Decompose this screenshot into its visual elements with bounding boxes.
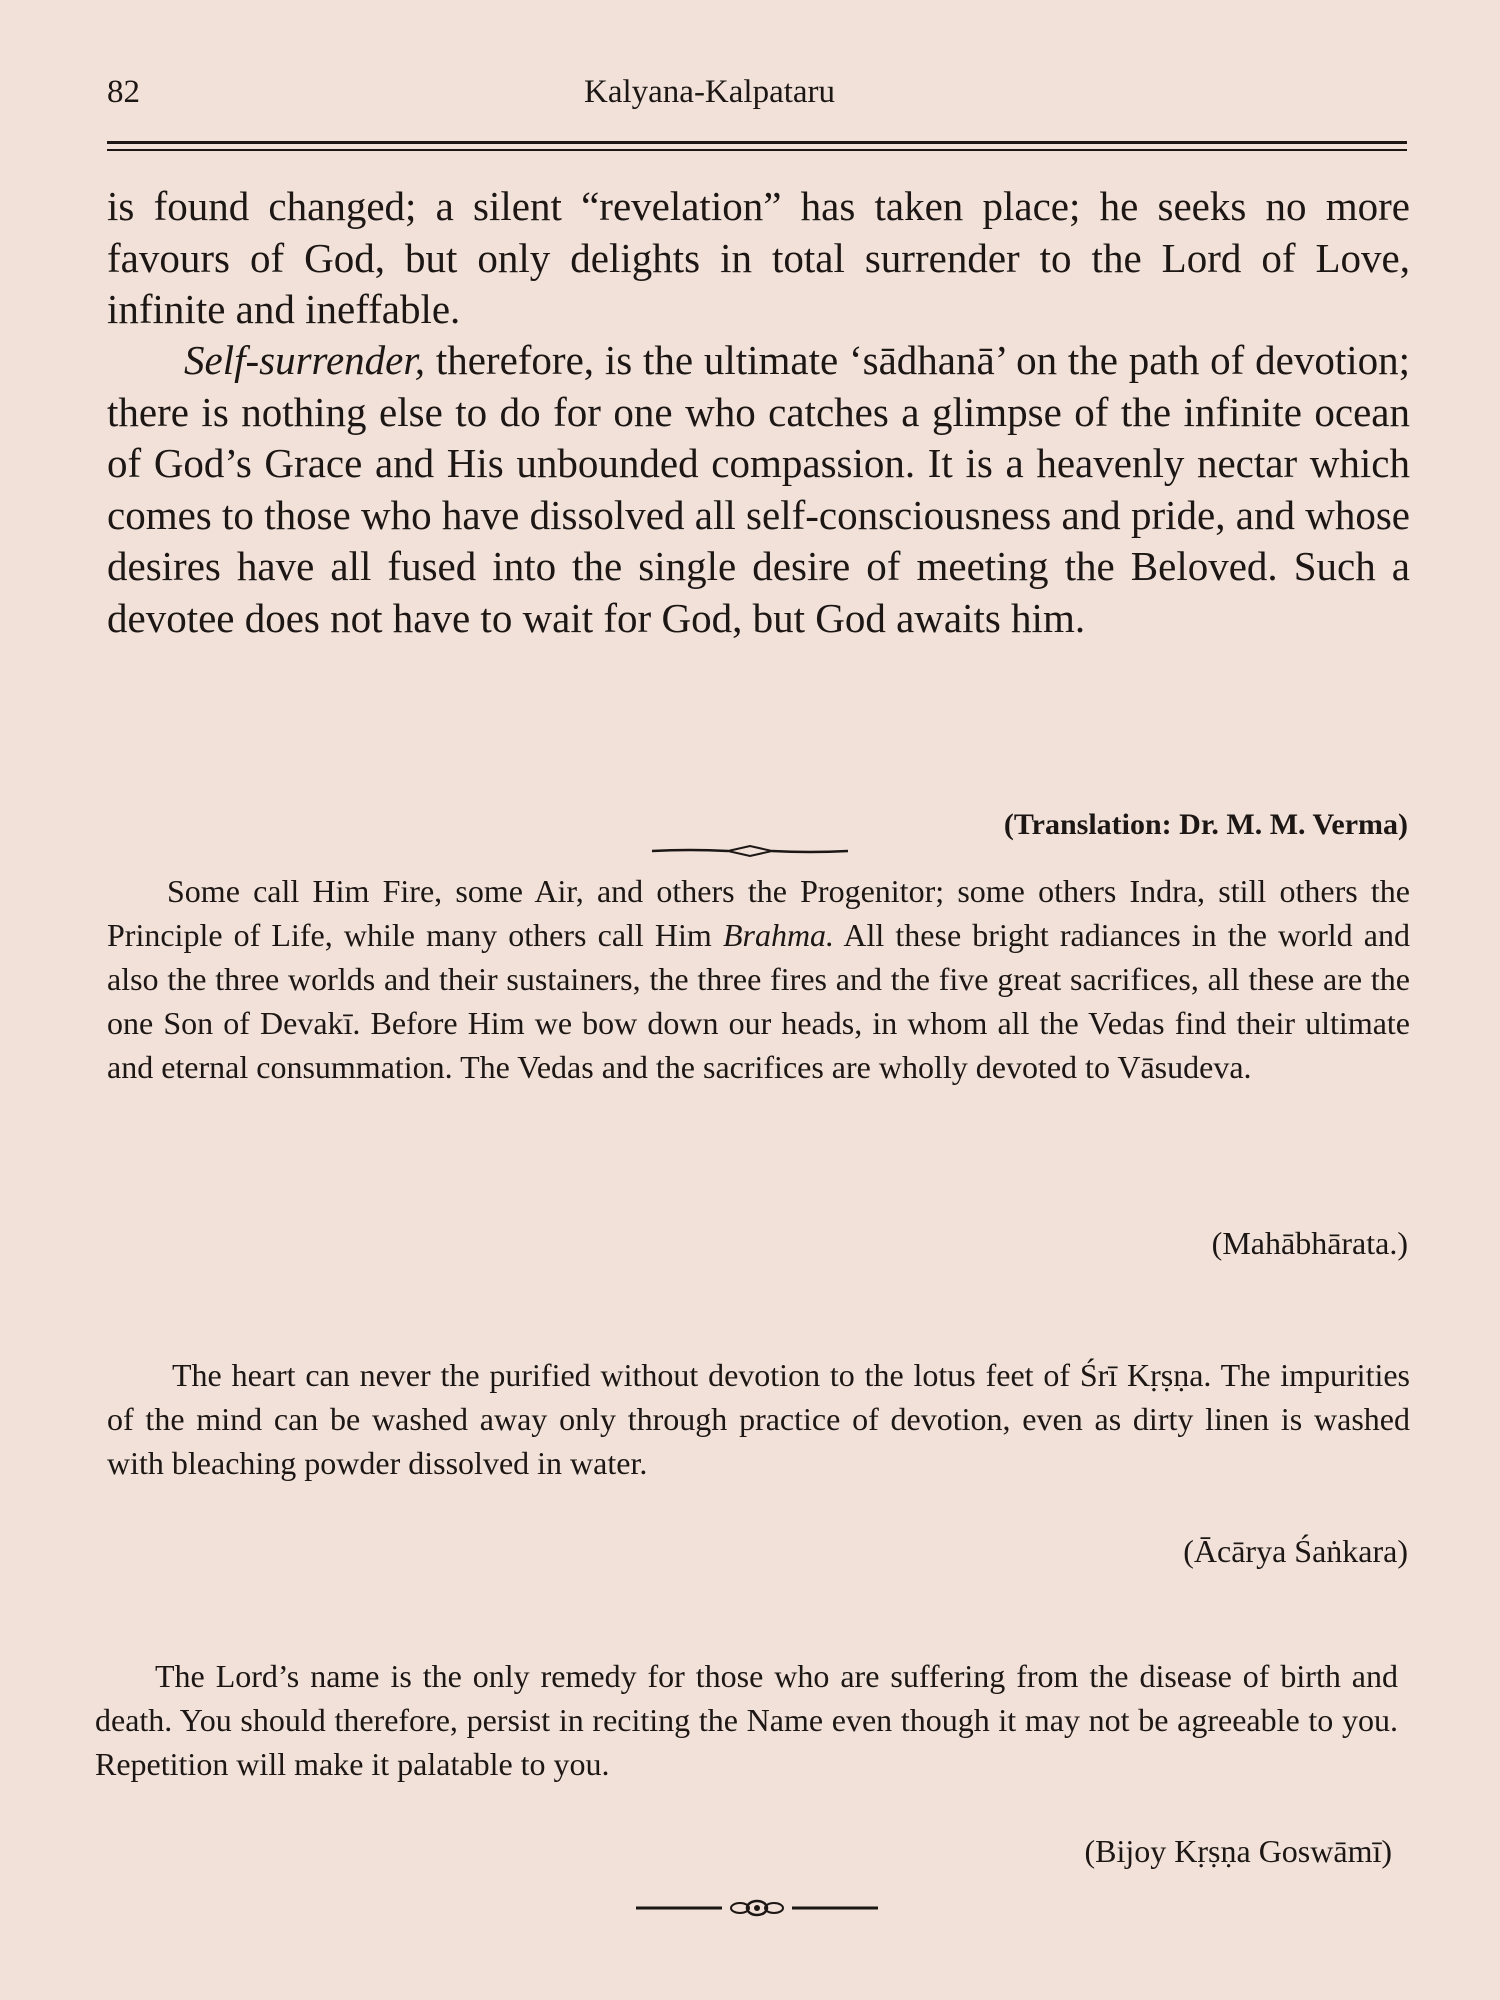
paragraph-2 bbox=[107, 335, 1410, 644]
quote-acarya-sankara: The heart can never the purified without devotion to the lotus feet of Śrī Kṛṣṇa. The impurities of the mind can be washed away only through practice of devotion, even as dirty linen is washed with bleaching powder dissolved in water. bbox=[107, 1357, 1410, 1481]
running-header bbox=[107, 74, 1407, 124]
paragraph-1: is found changed; a silent “revelation” has taken place; he seeks no more favours of God, but only delights in total surrender to the Lord of Love, infinite and ineffable. bbox=[107, 183, 1410, 332]
end-ornament bbox=[632, 1896, 882, 1920]
quote-mahabharata: Some call Him Fire, some Air, and others the Progenitor; some others Indra, still others the Principle of Life, while many others call Him Brahma. All these bright radiances in the world and also the three worlds and their sustainers, the three fires and the five great sacrifices, all these are the one Son of Devakī. Before Him we bow down our heads, in whom all the Vedas find their ultimate and eternal consummation. The Vedas and the sacrifices are wholly devoted to Vāsudeva. bbox=[107, 873, 1410, 1085]
header-rule-thick bbox=[107, 141, 1407, 144]
header-rule-thin bbox=[107, 149, 1407, 151]
self-surrender-emphasis: Self-surrender, bbox=[184, 337, 426, 383]
quote-bijoy-krsna: The Lord’s name is the only remedy for those who are suffering from the disease of birth and death. You should therefore, persist in reciting the Name even though it may not be agreeable to you. Repetition will make it palatable to you. bbox=[95, 1658, 1398, 1782]
brahma-emphasis: Brahma. bbox=[722, 917, 835, 953]
divider-ornament bbox=[650, 843, 850, 859]
page-number: 82 bbox=[107, 74, 140, 110]
paragraph-2-text: therefore, is the ultimate ‘sādhanā’ on the path of devotion; there is nothing else to do for one who catches a glimpse of the infinite ocean of God’s Grace and His unbounded compassion. It is a heavenly nectar which comes to those who have dissolved all self-consciousness and pride, and whose desires have all fused into the single desire of meeting the Beloved. Such a devotee does not have to wait for God, but God awaits him. bbox=[107, 337, 1410, 641]
source-bijoy-krsna: (Bijoy Kṛṣṇa Goswāmī) bbox=[1084, 1833, 1392, 1869]
book-title: Kalyana-Kalpataru bbox=[584, 74, 836, 110]
source-mahabharata: (Mahābhārata.) bbox=[1211, 1225, 1408, 1261]
source-acarya-sankara: (Ācārya Śaṅkara) bbox=[1183, 1533, 1408, 1569]
translation-credit: (Translation: Dr. M. M. Verma) bbox=[1003, 808, 1408, 841]
